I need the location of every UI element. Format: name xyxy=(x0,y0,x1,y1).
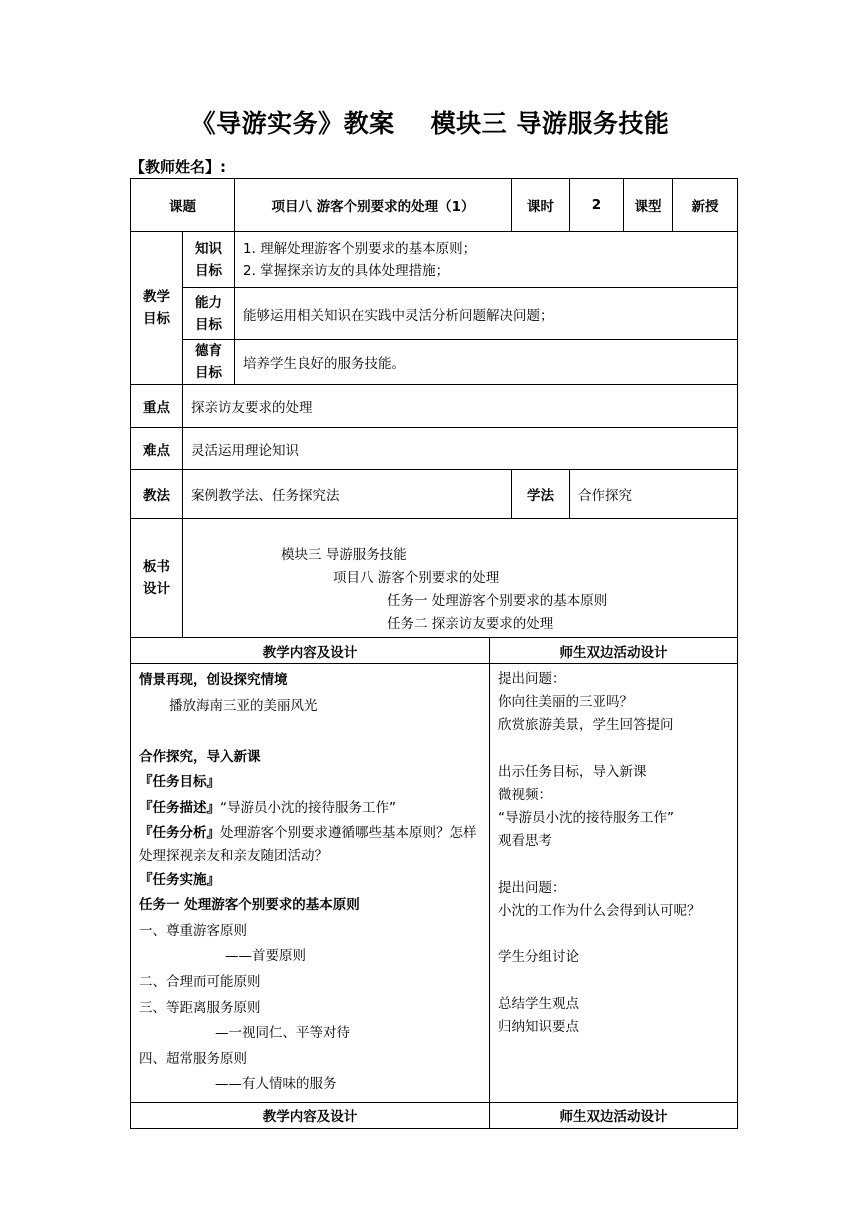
difficulty-text: 灵活运用理论知识 xyxy=(183,428,738,470)
activity-line xyxy=(498,923,730,946)
title-right: 模块三 导游服务技能 xyxy=(430,109,670,138)
key-point-text: 探亲访友要求的处理 xyxy=(183,385,738,428)
type-value: 新授 xyxy=(673,179,738,232)
task-one-title: 任务一 处理游客个别要求的基本原则 xyxy=(139,897,360,914)
principle-3: 三、等距离服务原则 xyxy=(139,999,261,1016)
knowledge-objective-text: 1. 理解处理游客个别要求的基本原则； 2. 掌握探亲访友的具体处理措施； xyxy=(235,232,738,288)
moral-objective-label: 德育 目标 xyxy=(183,340,235,385)
activity-line: 微视频： xyxy=(498,787,552,804)
page-title xyxy=(0,104,860,140)
task-description: 『任务描述』“导游员小沈的接待服务工作” xyxy=(139,799,396,816)
activity-line: 学生分组讨论 xyxy=(498,949,579,966)
ability-objective-text: 能够运用相关知识在实践中灵活分析问题解决问题； xyxy=(235,288,738,340)
activity-line: 提出问题： xyxy=(498,879,566,896)
activity-design-header: 师生双边活动设计 xyxy=(490,638,738,664)
task-goal: 『任务目标』 xyxy=(139,774,220,791)
principle-3-note: —一视同仁、平等对待 xyxy=(215,1025,350,1042)
content-design-footer-header: 教学内容及设计 xyxy=(131,1102,490,1128)
difficulty-label: 难点 xyxy=(131,428,183,470)
hours-value: 2 xyxy=(570,179,624,232)
activity-design-footer-header: 师生双边活动设计 xyxy=(490,1102,738,1128)
key-point-label: 重点 xyxy=(131,385,183,428)
activity-line: 你向往美丽的三亚吗？ xyxy=(498,694,633,711)
activity-line: 出示任务目标，导入新课 xyxy=(498,763,647,780)
board-design-label: 板书 设计 xyxy=(131,519,183,638)
topic-value: 项目八 游客个别要求的处理（1） xyxy=(235,179,512,232)
section-scene: 情景再现，创设探究情境 xyxy=(139,672,288,688)
teacher-name-label: 【教师姓名】: xyxy=(130,158,226,176)
task-analysis: 『任务分析』处理游客个别要求遵循哪些基本原则？怎样处理探视亲友和亲友随团活动？ xyxy=(139,824,477,864)
learning-method-text: 合作探究 xyxy=(570,470,738,519)
activity-line xyxy=(498,738,730,761)
blank-line xyxy=(139,719,482,745)
ability-objective-label: 能力 目标 xyxy=(183,288,235,340)
teaching-method-text: 案例教学法、任务探究法 xyxy=(183,470,512,519)
activity-line: “导游员小沈的接待服务工作” xyxy=(498,810,674,827)
teaching-method-label: 教法 xyxy=(131,470,183,519)
principle-4: 四、超常服务原则 xyxy=(139,1050,247,1067)
content-design-header: 教学内容及设计 xyxy=(131,638,490,664)
topic-label: 课题 xyxy=(131,179,235,232)
activity-line: 欣赏旅游美景，学生回答提问 xyxy=(498,717,674,734)
objectives-label: 教学 目标 xyxy=(131,232,183,385)
principle-2: 二、合理而可能原则 xyxy=(139,973,261,990)
board-design-content xyxy=(183,519,738,638)
task-implementation: 『任务实施』 xyxy=(139,871,220,888)
activity-line xyxy=(498,970,730,993)
board-line-project: 项目八 游客个别要求的处理 xyxy=(333,570,500,586)
knowledge-objective-label: 知识 目标 xyxy=(183,232,235,288)
principle-1-note: ——首要原则 xyxy=(225,948,306,965)
title-left: 《导游实务》教案 xyxy=(190,109,395,138)
type-label: 课型 xyxy=(624,179,673,232)
principle-1: 一、尊重游客原则 xyxy=(139,922,247,939)
activity-line: 小沈的工作为什么会得到认可呢？ xyxy=(498,903,701,920)
scene-text: 播放海南三亚的美丽风光 xyxy=(169,697,318,714)
moral-objective-text: 培养学生良好的服务技能。 xyxy=(235,340,738,385)
activity-line: 提出问题： xyxy=(498,671,566,687)
hours-label: 课时 xyxy=(512,179,570,232)
learning-method-label: 学法 xyxy=(512,470,570,519)
lesson-info-table xyxy=(130,178,738,638)
principle-4-note: ——有人情味的服务 xyxy=(215,1076,337,1093)
teaching-design-table xyxy=(130,637,738,1129)
section-explore: 合作探究，导入新课 xyxy=(139,748,261,765)
board-line-module: 模块三 导游服务技能 xyxy=(281,547,407,563)
activity-design-cell xyxy=(490,664,738,1103)
activity-line: 归纳知识要点 xyxy=(498,1019,579,1036)
activity-line: 观看思考 xyxy=(498,833,552,850)
board-line-task1: 任务一 处理游客个别要求的基本原则 xyxy=(387,593,608,609)
activity-line xyxy=(498,854,730,877)
content-design-cell xyxy=(131,664,490,1103)
board-line-task2: 任务二 探亲访友要求的处理 xyxy=(387,616,554,632)
activity-line: 总结学生观点 xyxy=(498,995,579,1012)
